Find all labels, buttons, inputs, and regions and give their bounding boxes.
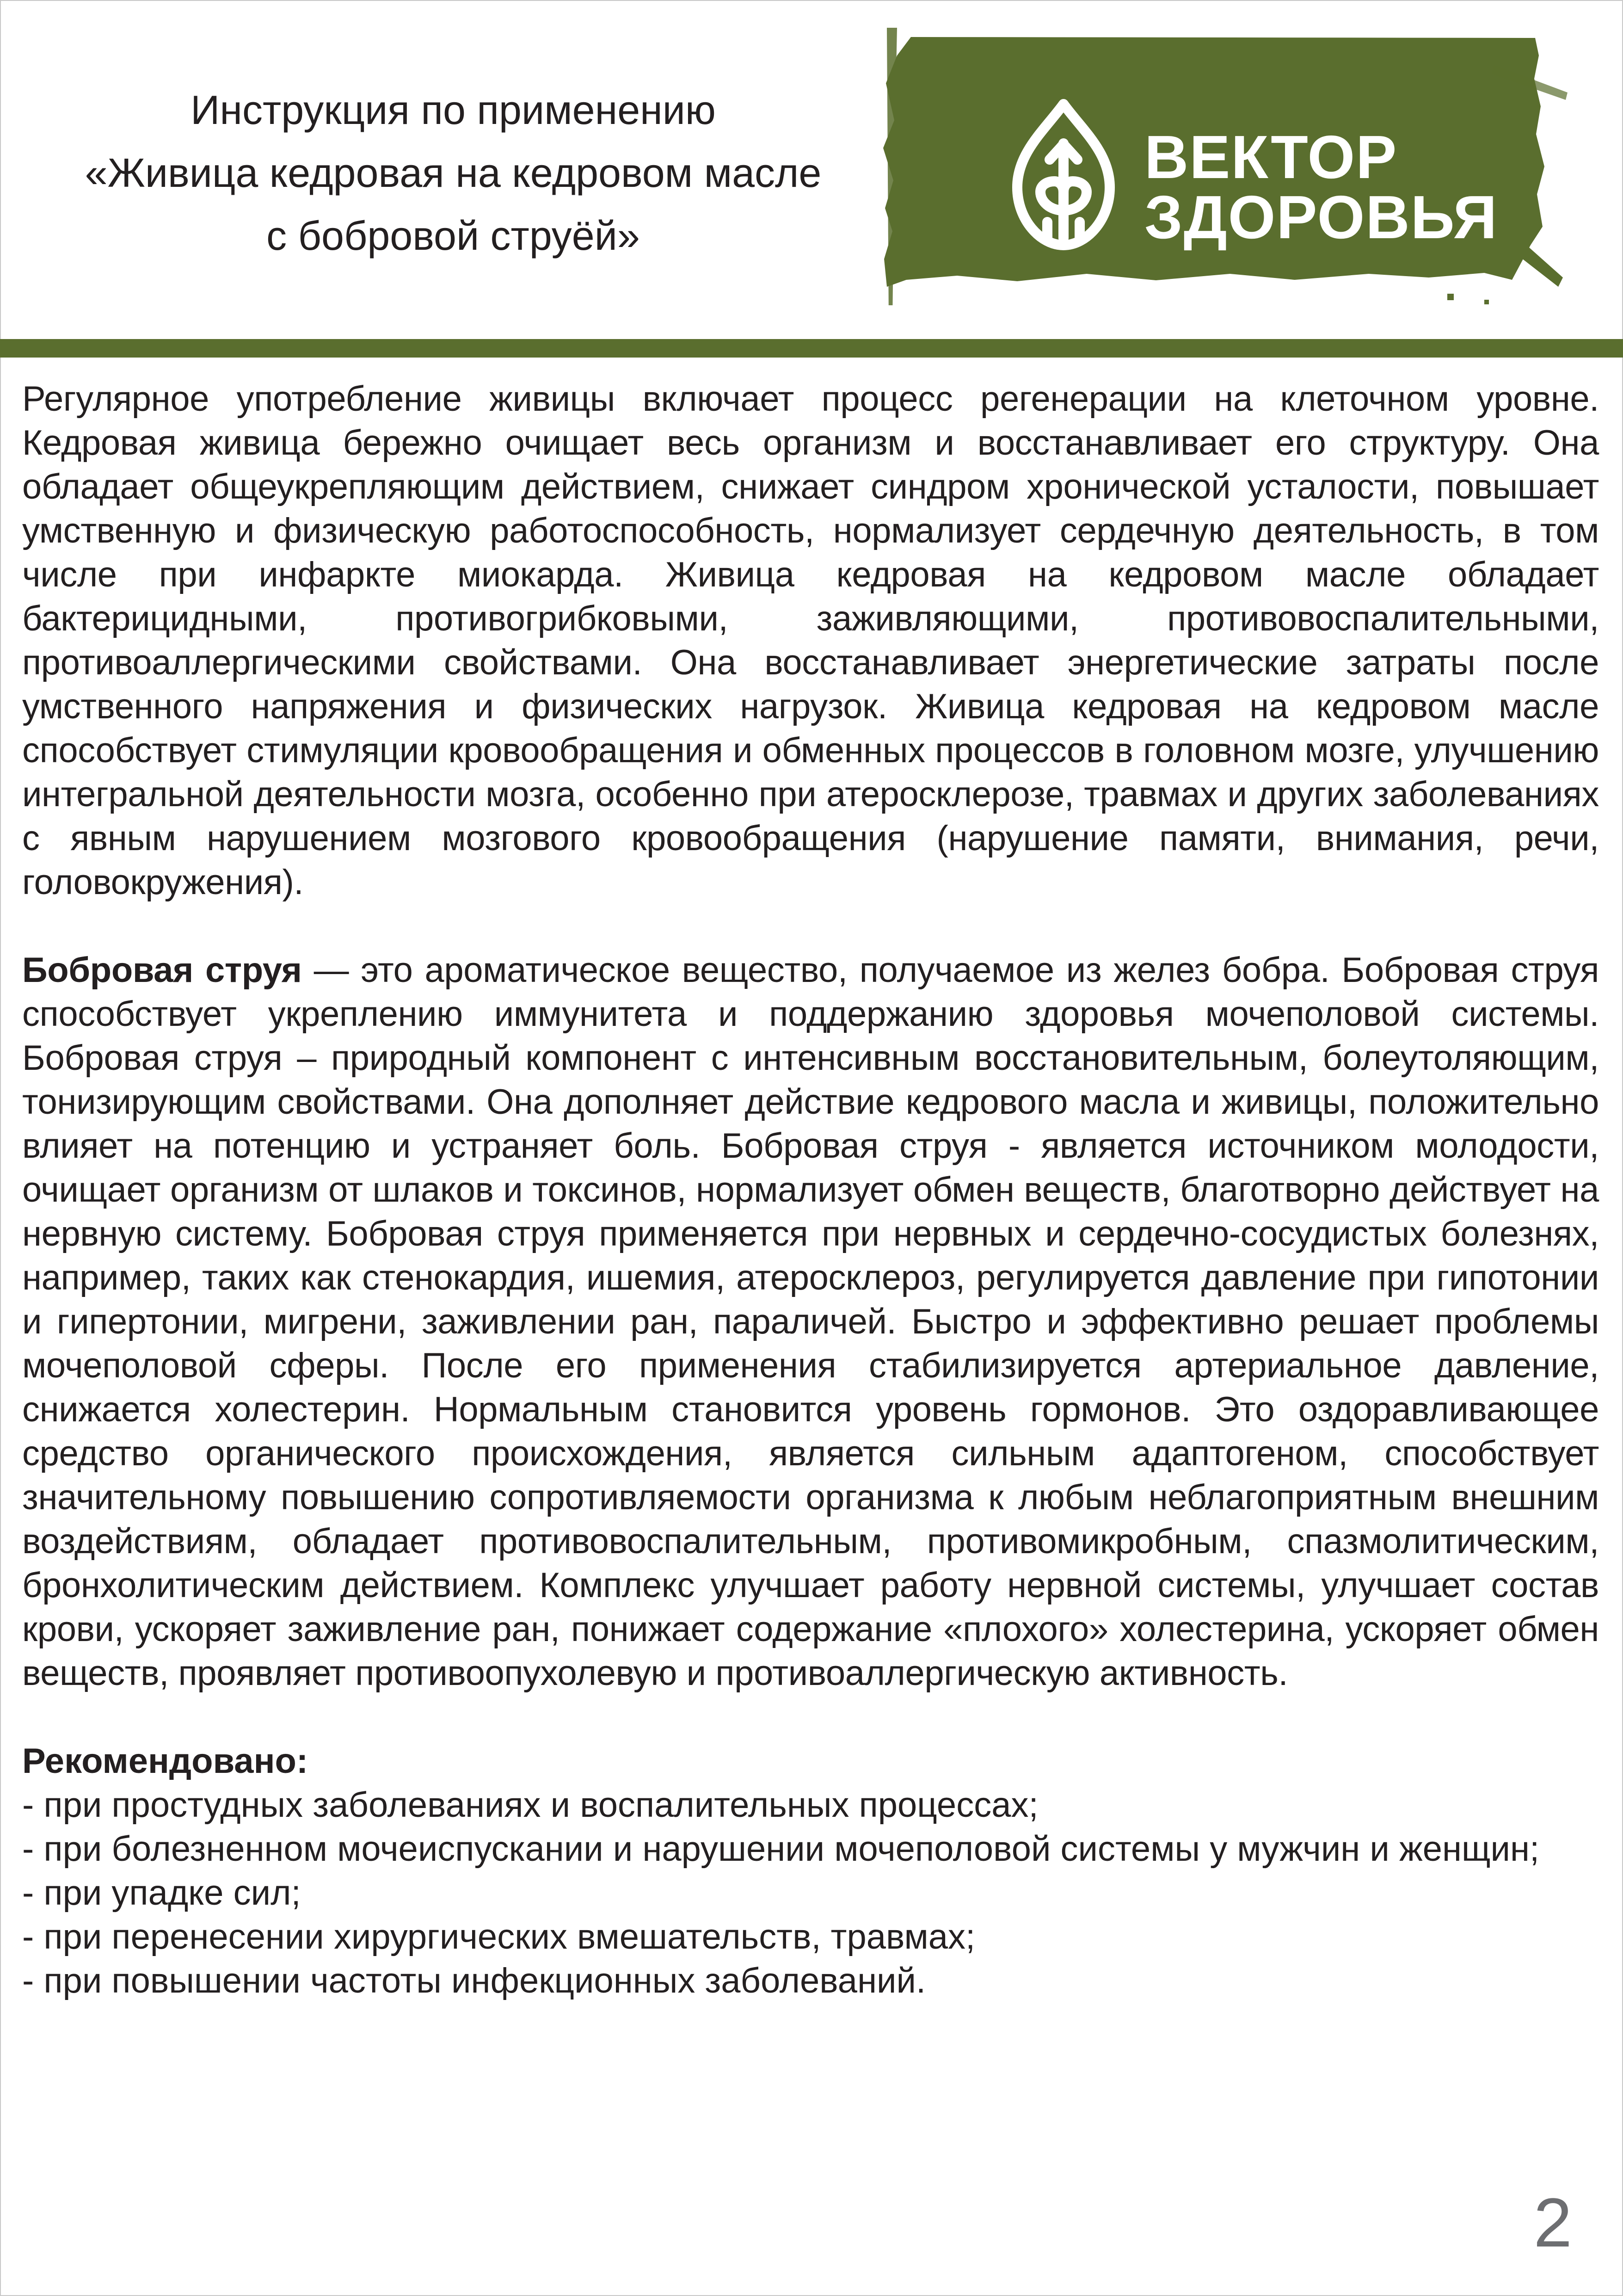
- title-line-1: Инструкция по применению: [191, 87, 716, 133]
- document-body: [22, 377, 1599, 2003]
- list-item: - при простудных заболеваниях и воспалительных процессах;: [22, 1785, 1039, 1825]
- document-title: [14, 79, 892, 267]
- header-divider: [0, 339, 1623, 358]
- castoreum-body: — это ароматическое вещество, получаемое из желез бобра. Бобровая струя способствует укреплению иммунитета и поддержанию здоровья мочеполовой системы. Бобровая струя – природный компонент с интенсивным восстановительным, болеутоляющим, тонизирующим свойствами. Она дополняет действие кедрового масла и живицы, положительно влияет на потенцию и устраняет боль. Бобровая струя - является источником молодости, очищает организм от шлаков и токсинов, нормализует обмен веществ, благотворно действует на нервную систему. Бобровая струя применяется при нервных и сердечно-сосудистых болезнях, например, таких как стенокардия, ишемия, атеросклероз, регулируется давление при гипотонии и гипертонии, мигрени, заживлении ран, параличей. Быстро и эффективно решает проблемы мочеполовой сферы. После его применения стабилизируется артериальное давление, снижается холестерин. Нормальным становится уровень гормонов. Это оздоравливающее средство органического происхождения, является сильным адаптогеном, способствует значительному повышению сопротивляемости организма к любым неблагоприятным внешним воздействиям, обладает противовоспалительным, противомикробным, спазмолитическим, бронхолитическим действием. Комплекс улучшает работу нервной системы, улучшает состав крови, ускоряет заживление ран, понижает содержание «плохого» холестерина, ускоряет обмен веществ, проявляет противоопухолевую и противоаллергическую активность.: [22, 950, 1599, 1693]
- title-line-3: с бобровой струёй»: [266, 213, 640, 259]
- page-number: 2: [1533, 2184, 1572, 2261]
- list-item: - при упадке сил;: [22, 1873, 301, 1913]
- recommended-heading: Рекомендовано:: [22, 1741, 308, 1781]
- brand-logo: [879, 28, 1572, 305]
- list-item: - при болезненном мочеиспускании и нарушении мочеполовой системы у мужчин и женщин;: [22, 1829, 1540, 1869]
- list-item: - при повышении частоты инфекционных заболеваний.: [22, 1961, 926, 2000]
- paragraph-resin: Регулярное употребление живицы включает процесс регенерации на клеточном уровне. Кедровая живица бережно очищает весь организм и восстанавливает его структуру. Она обладает общеукрепляющим действием, снижает синдром хронической усталости, повышает умственную и физическую работоспособность, нормализует сердечную деятельность, в том числе при инфаркте миокарда. Живица кедровая на кедровом масле обладает бактерицидными, противогрибковыми, заживляющими, противовоспалительными, противоаллергическими свойствами. Она восстанавливает энергетические затраты после умственного напряжения и физических нагрузок. Живица кедровая на кедровом масле способствует стимуляции кровообращения и обменных процессов в головном мозге, улучшению интегральной деятельности мозга, особенно при атеросклерозе, травмах и других заболеваниях с явным нарушением мозгового кровообращения (нарушение памяти, внимания, речи, головокружения).: [22, 379, 1599, 902]
- logo-line-1: ВЕКТОР: [1144, 123, 1398, 191]
- castoreum-lead: Бобровая струя: [22, 950, 302, 990]
- list-item: - при перенесении хирургических вмешательств, травмах;: [22, 1917, 976, 1957]
- paragraph-spacer: [22, 1695, 1599, 1739]
- recommended-list: [22, 1783, 1599, 2003]
- paragraph-castoreum: [22, 948, 1599, 1695]
- logo-line-2: ЗДОРОВЬЯ: [1144, 183, 1498, 251]
- logo-text: [1144, 123, 1498, 251]
- title-line-2: «Живица кедровая на кедровом масле: [85, 150, 822, 196]
- paragraph-spacer: [22, 904, 1599, 948]
